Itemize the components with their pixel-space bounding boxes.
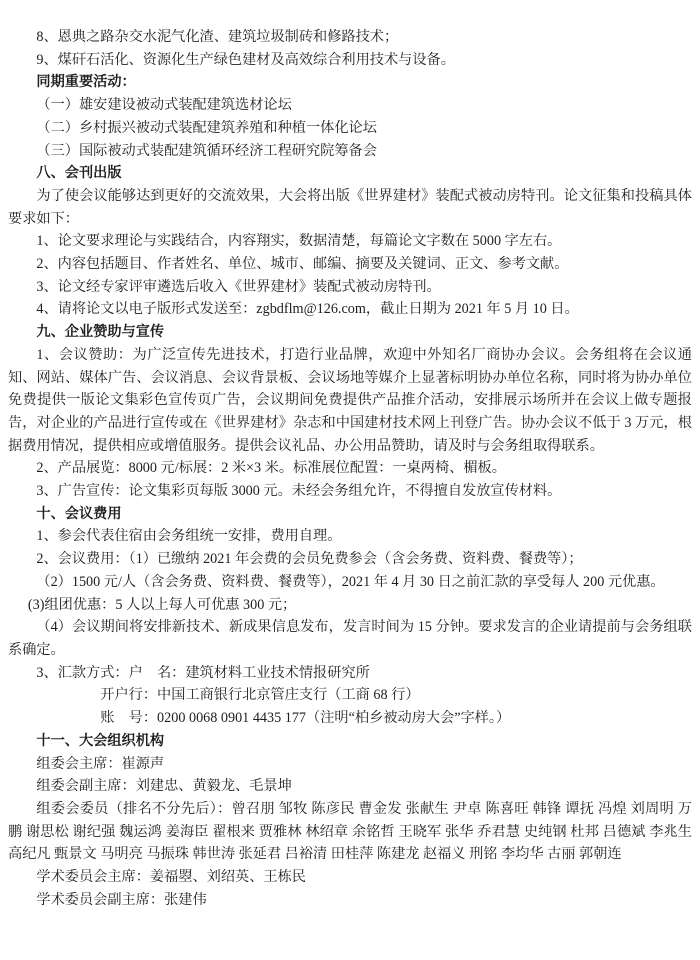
- paragraph: 1、论文要求理论与实践结合，内容翔实，数据清楚，每篇论文字数在 5000 字左右。: [36, 233, 562, 250]
- paragraph: 学术委员会副主席：张建伟: [36, 891, 207, 908]
- paragraph: 账 号：0200 0068 0901 4435 177（注明“柏乡被动房大会”字样。）: [100, 710, 511, 727]
- paragraph: 开户行：中国工商银行北京管庄支行（工商 68 行）: [100, 687, 420, 704]
- paragraph: 4、请将论文以电子版形式发送至：zgbdflm@126.com，截止日期为 2021 年 5 月 10 日。: [36, 301, 579, 318]
- section-heading: 十、会议费用: [36, 505, 122, 522]
- paragraph: （一）雄安建设被动式装配建筑选材论坛: [36, 97, 292, 114]
- paragraph: 2、会议费用：（1）已缴纳 2021 年会费的会员免费参会（含会务费、资料费、餐费等）；: [36, 551, 583, 568]
- paragraph: (3)组团优惠：5 人以上每人可优惠 300 元；: [27, 596, 297, 613]
- section-heading: 同期重要活动：: [36, 74, 136, 91]
- section-heading: 八、会刊出版: [36, 165, 122, 182]
- paragraph: 组委会主席：崔源声: [36, 755, 165, 772]
- paragraph: 为了使会议能够达到更好的交流效果，大会将出版《世界建材》装配式被动房特刊。论文征集和投稿具体要求如下：: [8, 187, 692, 227]
- paragraph: 组委会副主席：刘建忠、黄毅龙、毛景坤: [36, 778, 292, 795]
- section-heading: 九、企业赞助与宣传: [36, 324, 165, 341]
- paragraph: 3、广告宣传：论文集彩页每版 3000 元。未经会务组允许，不得擅自发放宣传材料。: [36, 483, 562, 500]
- paragraph: 8、恩典之路杂交水泥气化渣、建筑垃圾制砖和修路技术；: [36, 29, 399, 45]
- paragraph: 3、论文经专家评审遴选后收入《世界建材》装配式被动房特刊。: [36, 278, 441, 295]
- paragraph: 组委会委员（排名不分先后）：曾召朋 邹牧 陈彦民 曹金发 张献生 尹卓 陈喜旺 韩锋 谭抚 冯煌 刘周明 万鹏 谢思松 谢纪强 魏运鸿 姜海臣 翟根来 贾雅林 林绍章 余铭哲 王晓军 张华 乔君慧 史纯钢 杜邦 吕德斌 李兆生 高纪凡 甄景文 马明亮 马振珠 韩世涛 张延君 吕裕清 田桂萍 陈建龙 赵福义 刑铭 李均华 古丽 郭朝连: [8, 800, 692, 863]
- paragraph: 学术委员会主席：姜福曌、刘绍英、王栋民: [36, 869, 306, 886]
- paragraph: 2、内容包括题目、作者姓名、单位、城市、邮编、摘要及关键词、正文、参考文献。: [36, 256, 569, 273]
- paragraph: 9、煤矸石活化、资源化生产绿色建材及高效综合利用技术与设备。: [36, 51, 455, 68]
- paragraph: 3、汇款方式：户 名：建筑材料工业技术情报研究所: [36, 664, 370, 681]
- paragraph: （二）乡村振兴被动式装配建筑养殖和种植一体化论坛: [36, 119, 377, 136]
- section-heading: 十一、大会组织机构: [36, 732, 165, 749]
- paragraph: 1、会议赞助：为广泛宣传先进技术，打造行业品牌，欢迎中外知名厂商协办会议。会务组将在会议通知、网站、媒体广告、会议消息、会议背景板、会议场地等媒介上显著标明协办单位名称，同时将为协办单位免费提供一版论文集彩色宣传页广告，会议期间免费提供产品推介活动，安排展示场所并在会议上做专题报告，对企业的产品进行宣传或在《世界建材》杂志和中国建材技术网上刊登广告。协办会议不低于 3 万元，根据费用情况，提供相应或增值服务。提供会议礼品、办公用品赞助，请及时与会务组取得联系。: [8, 346, 692, 454]
- paragraph: （2）1500 元/人（含会务费、资料费、餐费等），2021 年 4 月 30 日之前汇款的享受每人 200 元优惠。: [36, 573, 665, 590]
- paragraph: （4）会议期间将安排新技术、新成果信息发布，发言时间为 15 分钟。要求发言的企业请提前与会务组联系确定。: [8, 619, 692, 658]
- paragraph: 1、参会代表住宿由会务组统一安排，费用自理。: [36, 528, 342, 545]
- document-body: [8, 26, 692, 911]
- paragraph: 2、产品展览：8000 元/标展：2 米×3 米。标准展位配置：一桌两椅、楣板。: [36, 460, 506, 477]
- paragraph: （三）国际被动式装配建筑循环经济工程研究院筹备会: [36, 142, 377, 159]
